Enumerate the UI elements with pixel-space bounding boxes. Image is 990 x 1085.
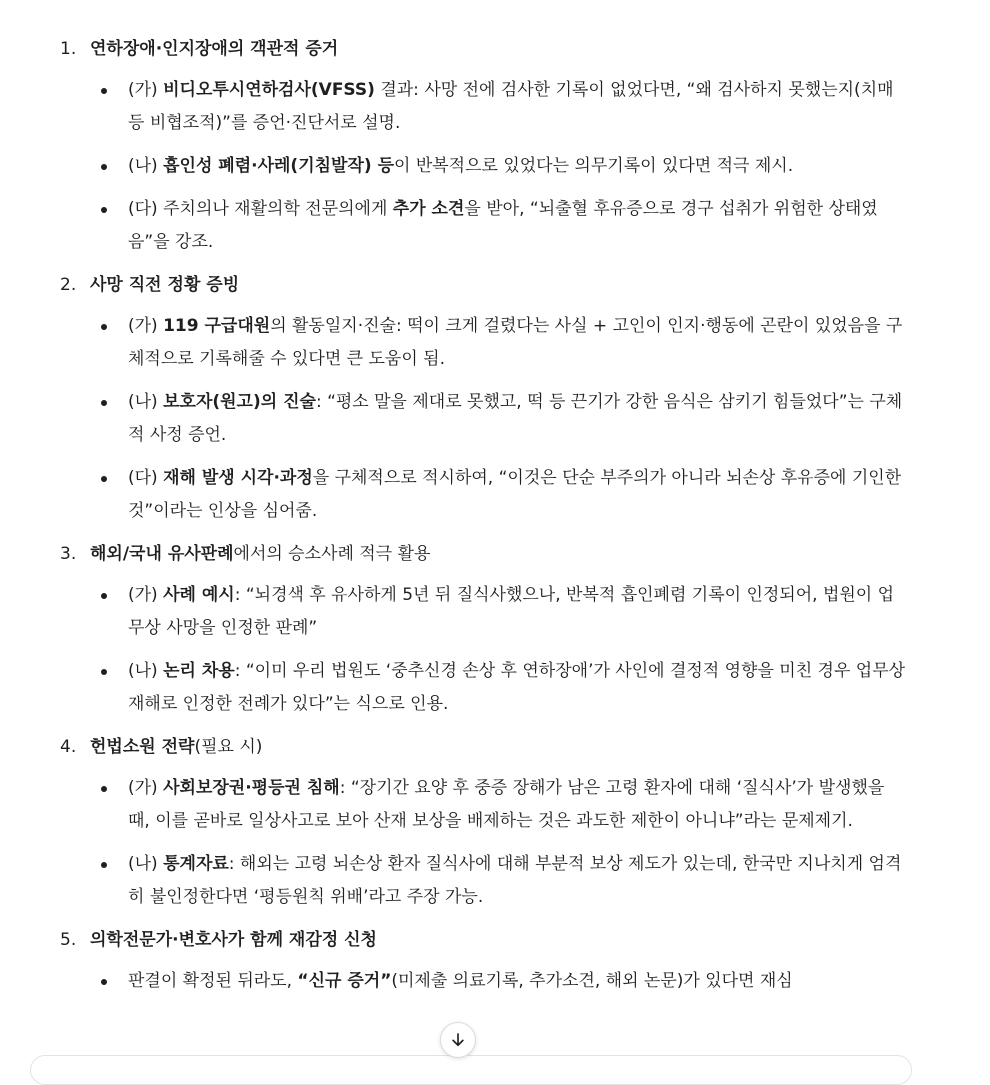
item-bold: “신규 증거” — [297, 971, 392, 991]
section-number: 5. — [60, 930, 77, 950]
item-tag: (나) — [128, 392, 164, 412]
bullet-list — [60, 74, 910, 259]
item-text: (미제출 의료기록, 추가소견, 해외 논문)가 있다면 재심 — [391, 971, 793, 991]
section-heading — [60, 538, 910, 571]
section-list — [60, 33, 910, 998]
section-heading — [60, 924, 910, 957]
item-tag: (나) — [128, 854, 164, 874]
section-title-rest: 에서의 승소사례 적극 활용 — [233, 544, 431, 564]
item-text: 의 활동일지·진술: 떡이 크게 걸렸다는 사실 + 고인이 인지·행동에 곤란이 있었음을 구체적으로 기록해줄 수 있다면 큰 도움이 됨. — [128, 316, 903, 369]
section-5 — [60, 924, 910, 998]
bullet-list — [60, 579, 910, 721]
item-text-pre: 주치의나 재활의학 전문의에게 — [163, 199, 393, 219]
list-item — [60, 193, 910, 259]
section-1 — [60, 33, 910, 259]
item-text: : “이미 우리 법원도 ‘중추신경 손상 후 연하장애’가 사인에 결정적 영향을 미친 경우 업무상 재해로 인정한 전례가 있다”는 식으로 인용. — [128, 661, 906, 714]
item-tag: (다) — [128, 468, 164, 488]
item-bold: 재해 발생 시각·과정 — [163, 468, 313, 488]
item-bold: 추가 소견 — [392, 199, 465, 219]
item-tag: (가) — [128, 316, 164, 336]
item-text: : “평소 말을 제대로 못했고, 떡 등 끈기가 강한 음식은 삼키기 힘들었다”는 구체적 사정 증언. — [128, 392, 903, 445]
item-text: : “뇌경색 후 유사하게 5년 뒤 질식사했으나, 반복적 흡인폐렴 기록이 인정되어, 법원이 업무상 사망을 인정한 판례” — [128, 585, 895, 638]
list-item — [60, 386, 910, 452]
section-title: 헌법소원 전략 — [90, 737, 195, 757]
item-bold: 비디오투시연하검사(VFSS) — [163, 80, 375, 100]
item-tag: (가) — [128, 778, 164, 798]
section-number: 4. — [60, 737, 77, 757]
section-4 — [60, 731, 910, 914]
bullet-list — [60, 965, 910, 998]
item-text: 을 구체적으로 적시하여, “이것은 단순 부주의가 아니라 뇌손상 후유증에 기인한 것”이라는 인상을 심어줌. — [128, 468, 902, 521]
item-bold: 사례 예시 — [163, 585, 235, 605]
section-heading — [60, 731, 910, 764]
item-tag: (다) — [128, 199, 164, 219]
item-text: : 해외는 고령 뇌손상 환자 질식사에 대해 부분적 보상 제도가 있는데, 한국만 지나치게 엄격히 불인정한다면 ‘평등원칙 위배’라고 주장 가능. — [128, 854, 902, 907]
bullet-list — [60, 772, 910, 914]
section-title-rest: (필요 시) — [194, 737, 263, 757]
list-item — [60, 462, 910, 528]
item-text: 이 반복적으로 있었다는 의무기록이 있다면 적극 제시. — [394, 156, 794, 176]
item-text-pre: 판결이 확정된 뒤라도, — [128, 971, 298, 991]
list-item — [60, 772, 910, 838]
item-tag: (나) — [128, 661, 164, 681]
item-bold: 119 구급대원 — [163, 316, 271, 336]
section-number: 2. — [60, 275, 77, 295]
list-item — [60, 579, 910, 645]
item-bold: 사회보장권·평등권 침해 — [163, 778, 340, 798]
section-number: 1. — [60, 39, 77, 59]
scroll-to-bottom-button[interactable] — [440, 1022, 476, 1058]
section-title: 사망 직전 정황 증빙 — [90, 275, 240, 295]
section-heading — [60, 269, 910, 302]
bullet-list — [60, 310, 910, 528]
bottom-fade — [0, 1025, 990, 1065]
section-heading — [60, 33, 910, 66]
section-title: 의학전문가·변호사가 함께 재감정 신청 — [90, 930, 377, 950]
item-bold: 논리 차용 — [163, 661, 235, 681]
list-item — [60, 848, 910, 914]
item-text: 을 받아, “뇌출혈 후유증으로 경구 섭취가 위험한 상태였음”을 강조. — [128, 199, 878, 252]
item-bold: 흡인성 폐렴·사레(기침발작) 등 — [163, 156, 394, 176]
item-text: 결과: 사망 전에 검사한 기록이 없었다면, “왜 검사하지 못했는지(치매 등 비협조적)”를 증언·진단서로 설명. — [128, 80, 894, 133]
list-item — [60, 310, 910, 376]
item-tag: (가) — [128, 585, 164, 605]
list-item — [60, 150, 910, 183]
section-3 — [60, 538, 910, 721]
item-tag: (가) — [128, 80, 164, 100]
item-bold: 보호자(원고)의 진술 — [163, 392, 316, 412]
list-item — [60, 74, 910, 140]
document-body — [60, 33, 910, 1008]
item-tag: (나) — [128, 156, 164, 176]
section-2 — [60, 269, 910, 528]
arrow-down-icon — [449, 1031, 467, 1049]
section-title: 연하장애·인지장애의 객관적 증거 — [90, 39, 339, 59]
item-text: : “장기간 요양 후 중증 장해가 남은 고령 환자에 대해 ‘질식사’가 발생했을 때, 이를 곧바로 일상사고로 보아 산재 보상을 배제하는 것은 과도한 제한이 아니냐”라는 문제제기. — [128, 778, 885, 831]
section-title: 해외/국내 유사판례 — [90, 544, 234, 564]
section-number: 3. — [60, 544, 77, 564]
composer-edge — [30, 1055, 912, 1085]
list-item — [60, 965, 910, 998]
list-item — [60, 655, 910, 721]
item-bold: 통계자료 — [163, 854, 229, 874]
